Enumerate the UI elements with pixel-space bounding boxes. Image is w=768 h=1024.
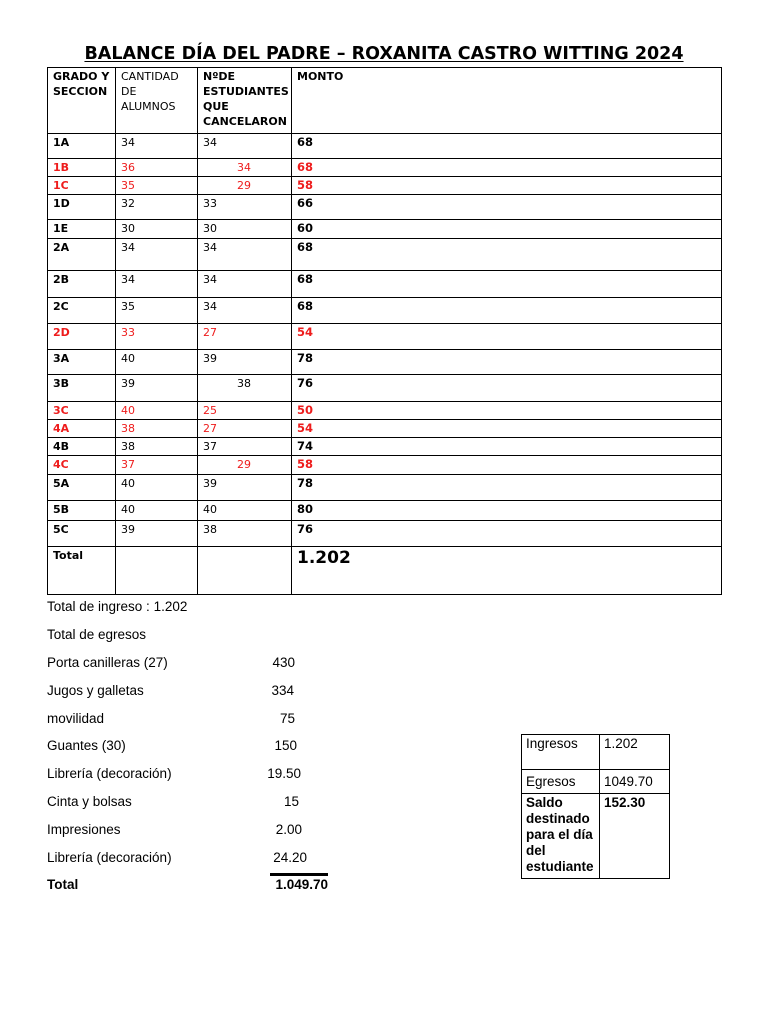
monto-cell: 60 [292, 220, 722, 239]
cancelaron-cell-wrap [198, 159, 292, 177]
grado-cell: 5A [48, 475, 116, 501]
expense-label: Porta canilleras (27) [47, 655, 168, 670]
expenses-total-label: Total [47, 877, 79, 892]
cantidad-cell: 38 [116, 420, 198, 438]
table-row [48, 298, 722, 324]
table-row [48, 420, 722, 438]
cancelaron-cell: 27 [198, 324, 292, 350]
expense-amount: 75 [279, 710, 295, 726]
monto-cell: 68 [292, 239, 722, 271]
balance-table [47, 67, 722, 595]
monto-cell: 54 [292, 324, 722, 350]
grado-cell: 4C [48, 456, 116, 475]
monto-cell: 58 [292, 177, 722, 195]
monto-cell: 76 [292, 521, 722, 547]
expense-amount: 150 [274, 738, 297, 754]
table-row [48, 475, 722, 501]
grado-cell: 1A [48, 134, 116, 159]
header-monto: MONTO [292, 68, 722, 134]
cantidad-cell: 39 [116, 375, 198, 402]
table-row [48, 177, 722, 195]
cantidad-cell: 37 [116, 456, 198, 475]
cancelaron-cell: 34 [237, 161, 251, 174]
expense-amount: 2.00 [275, 821, 302, 837]
monto-cell: 76 [292, 375, 722, 402]
table-total-row [48, 547, 722, 595]
table-row [48, 239, 722, 271]
cancelaron-cell: 34 [198, 134, 292, 159]
cantidad-cell: 30 [116, 220, 198, 239]
grado-cell: 2D [48, 324, 116, 350]
cancelaron-cell: 29 [237, 179, 251, 192]
grado-cell: 1B [48, 159, 116, 177]
cantidad-cell: 40 [116, 350, 198, 375]
cantidad-cell: 34 [116, 239, 198, 271]
cancelaron-cell: 30 [198, 220, 292, 239]
grado-cell: 4A [48, 420, 116, 438]
cancelaron-cell-wrap [198, 456, 292, 475]
grado-cell: 1C [48, 177, 116, 195]
total-value: 1.202 [292, 547, 722, 595]
monto-cell: 74 [292, 438, 722, 456]
page-title: BALANCE DÍA DEL PADRE – ROXANITA CASTRO WITTING 2024 [84, 44, 684, 64]
summary-ingresos-label: Ingresos [522, 735, 600, 770]
table-row [48, 521, 722, 547]
cancelaron-cell: 39 [198, 475, 292, 501]
cancelaron-cell: 38 [198, 521, 292, 547]
monto-cell: 80 [292, 501, 722, 521]
monto-cell: 68 [292, 159, 722, 177]
monto-cell: 78 [292, 350, 722, 375]
grado-cell: 3C [48, 402, 116, 420]
monto-cell: 54 [292, 420, 722, 438]
cancelaron-cell: 39 [198, 350, 292, 375]
cancelaron-cell-wrap [198, 375, 292, 402]
cantidad-cell: 40 [116, 475, 198, 501]
cantidad-cell: 35 [116, 298, 198, 324]
cancelaron-cell: 29 [237, 458, 251, 471]
expense-label: Librería (decoración) [47, 766, 172, 782]
summary-saldo-value: 152.30 [600, 794, 670, 879]
table-row [48, 159, 722, 177]
cantidad-cell: 38 [116, 438, 198, 456]
total-label: Total [48, 547, 116, 595]
grado-cell: 5C [48, 521, 116, 547]
monto-cell: 58 [292, 456, 722, 475]
total-ingreso-line: Total de ingreso : 1.202 [47, 599, 188, 614]
table-row [48, 350, 722, 375]
table-row [48, 456, 722, 475]
monto-cell: 68 [292, 134, 722, 159]
grado-cell: 3B [48, 375, 116, 402]
grado-cell: 2B [48, 271, 116, 298]
monto-cell: 68 [292, 271, 722, 298]
table-row [48, 324, 722, 350]
cancelaron-cell: 34 [198, 298, 292, 324]
monto-cell: 78 [292, 475, 722, 501]
summary-ingresos-value: 1.202 [600, 735, 670, 770]
cancelaron-cell: 40 [198, 501, 292, 521]
grado-cell: 4B [48, 438, 116, 456]
cancelaron-cell: 33 [198, 195, 292, 220]
grado-cell: 5B [48, 501, 116, 521]
expense-amount: 15 [283, 794, 299, 809]
cantidad-cell: 40 [116, 501, 198, 521]
cancelaron-cell: 27 [198, 420, 292, 438]
cantidad-cell: 35 [116, 177, 198, 195]
expense-amount: 334 [271, 682, 294, 698]
cantidad-cell: 32 [116, 195, 198, 220]
total-egresos-label: Total de egresos [47, 627, 147, 642]
expense-label: Impresiones [47, 821, 121, 837]
table-row [48, 438, 722, 456]
header-grado: GRADO Y SECCION [48, 68, 116, 134]
monto-cell: 50 [292, 402, 722, 420]
expense-label: Librería (decoración) [47, 849, 172, 865]
cancelaron-cell: 38 [237, 377, 251, 390]
expense-label: Cinta y bolsas [47, 794, 132, 809]
grado-cell: 1D [48, 195, 116, 220]
expense-amount: 430 [272, 655, 295, 670]
monto-cell: 68 [292, 298, 722, 324]
expense-label: Jugos y galletas [47, 682, 144, 698]
expenses-total-amount: 1.049.70 [275, 877, 328, 892]
summary-saldo-label: Saldo destinado para el día del estudiante [522, 794, 600, 879]
expense-label: Guantes (30) [47, 738, 126, 754]
table-row [48, 375, 722, 402]
cantidad-cell: 40 [116, 402, 198, 420]
table-row [48, 134, 722, 159]
cancelaron-cell: 34 [198, 239, 292, 271]
cantidad-cell: 33 [116, 324, 198, 350]
expense-amount: 24.20 [273, 849, 307, 865]
total-empty-2 [198, 547, 292, 595]
cancelaron-cell-wrap [198, 177, 292, 195]
grado-cell: 1E [48, 220, 116, 239]
cancelaron-cell: 25 [198, 402, 292, 420]
grado-cell: 2A [48, 239, 116, 271]
header-cantidad: CANTIDAD DE ALUMNOS [116, 68, 198, 134]
table-row [48, 220, 722, 239]
summary-egresos-value: 1049.70 [600, 770, 670, 794]
table-row [48, 402, 722, 420]
header-cancelaron: NºDE ESTUDIANTES QUE CANCELARON [198, 68, 292, 134]
cancelaron-cell: 37 [198, 438, 292, 456]
table-row [48, 271, 722, 298]
table-header-row [48, 68, 722, 134]
summary-egresos-label: Egresos [522, 770, 600, 794]
cantidad-cell: 34 [116, 271, 198, 298]
cancelaron-cell: 34 [198, 271, 292, 298]
total-underline [270, 873, 328, 876]
expense-amount: 19.50 [267, 766, 301, 782]
table-row [48, 195, 722, 220]
grado-cell: 3A [48, 350, 116, 375]
expense-label: movilidad [47, 710, 105, 726]
total-empty-1 [116, 547, 198, 595]
cantidad-cell: 34 [116, 134, 198, 159]
table-row [48, 501, 722, 521]
grado-cell: 2C [48, 298, 116, 324]
cantidad-cell: 36 [116, 159, 198, 177]
monto-cell: 66 [292, 195, 722, 220]
cantidad-cell: 39 [116, 521, 198, 547]
summary-table [521, 734, 670, 879]
